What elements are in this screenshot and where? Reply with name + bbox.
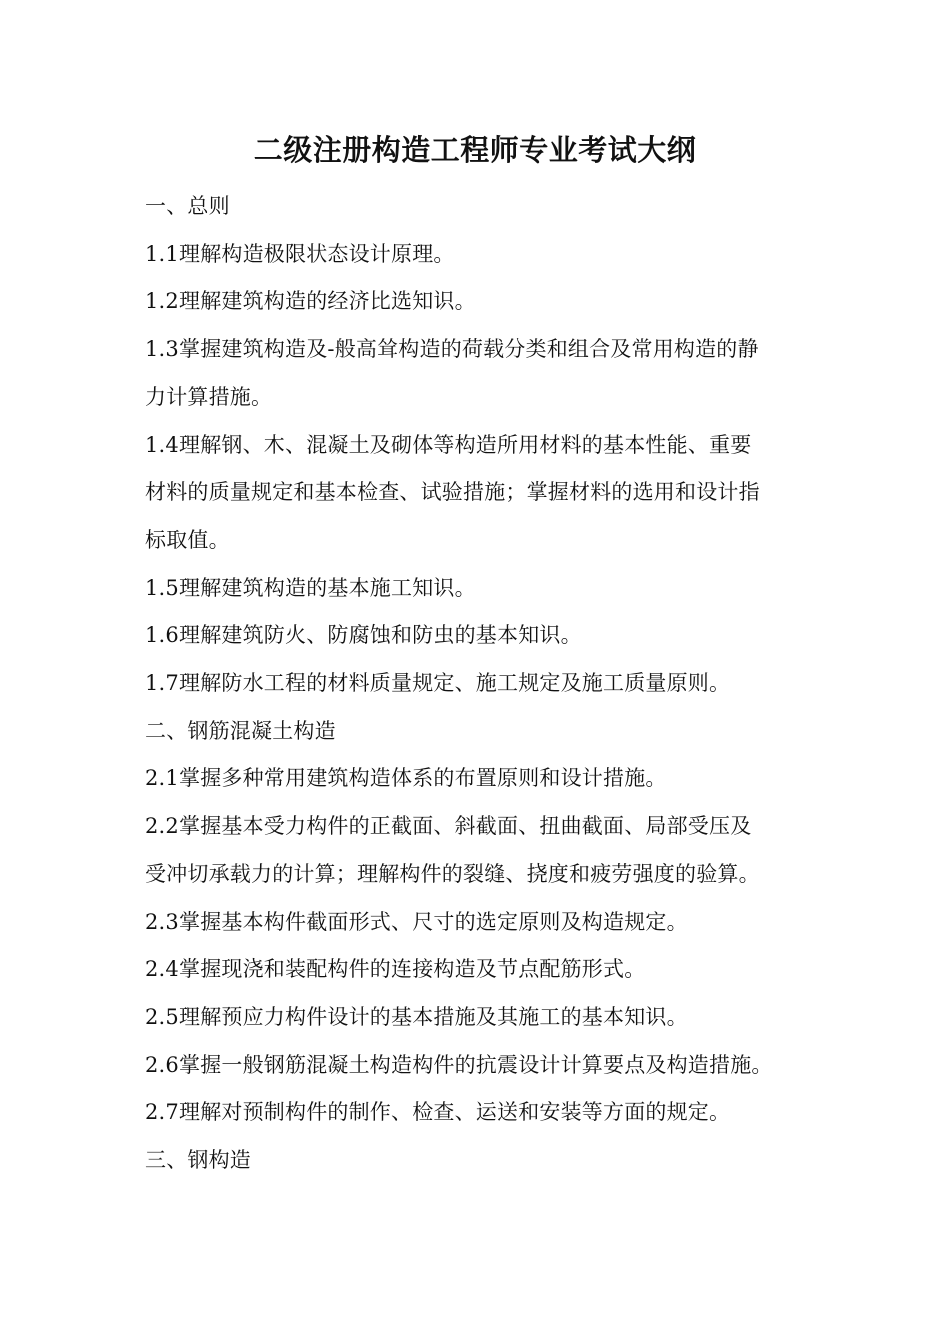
paragraph-line: 1.1理解构造极限状态设计原理。 — [145, 241, 455, 266]
paragraph-line: 力计算措施。 — [145, 384, 273, 409]
paragraph-line: 受冲切承载力的计算；理解构件的裂缝、挠度和疲劳强度的验算。 — [145, 861, 760, 886]
page-title: 二级注册构造工程师专业考试大纲 — [253, 133, 697, 167]
paragraph-line: 2.2掌握基本受力构件的正截面、斜截面、扭曲截面、局部受压及 — [145, 814, 752, 839]
paragraph-line: 2.7理解对预制构件的制作、检查、运送和安装等方面的规定。 — [145, 1100, 731, 1125]
paragraph-line: 1.6理解建筑防火、防腐蚀和防虫的基本知识。 — [145, 623, 582, 648]
paragraph-line: 2.4掌握现浇和装配构件的连接构造及节点配筋形式。 — [145, 957, 646, 982]
section-heading: 三、钢构造 — [145, 1148, 251, 1173]
paragraph-line: 2.6掌握一般钢筋混凝土构造构件的抗震设计计算要点及构造措施。 — [145, 1052, 773, 1077]
paragraph-line: 1.3掌握建筑构造及-般高耸构造的荷载分类和组合及常用构造的静 — [145, 337, 759, 362]
paragraph-line: 1.4理解钢、木、混凝土及砌体等构造所用材料的基本性能、重要 — [145, 432, 752, 457]
paragraph-line: 材料的质量规定和基本检查、试验措施；掌握材料的选用和设计指 — [145, 480, 760, 505]
document-body — [145, 183, 810, 1185]
paragraph-line: 2.5理解预应力构件设计的基本措施及其施工的基本知识。 — [145, 1004, 688, 1029]
paragraph-line: 1.2理解建筑构造的经济比选知识。 — [145, 289, 476, 314]
paragraph-line: 2.3掌握基本构件截面形式、尺寸的选定原则及构造规定。 — [145, 909, 688, 934]
paragraph-line: 1.5理解建筑构造的基本施工知识。 — [145, 575, 476, 600]
section-heading: 一、总则 — [145, 194, 230, 218]
paragraph-line: 2.1掌握多种常用建筑构造体系的布置原则和设计措施。 — [145, 766, 667, 791]
paragraph-line: 1.7理解防水工程的材料质量规定、施工规定及施工质量原则。 — [145, 671, 731, 696]
section-heading: 二、钢筋混凝土构造 — [145, 718, 336, 743]
paragraph-line: 标取值。 — [145, 527, 230, 552]
